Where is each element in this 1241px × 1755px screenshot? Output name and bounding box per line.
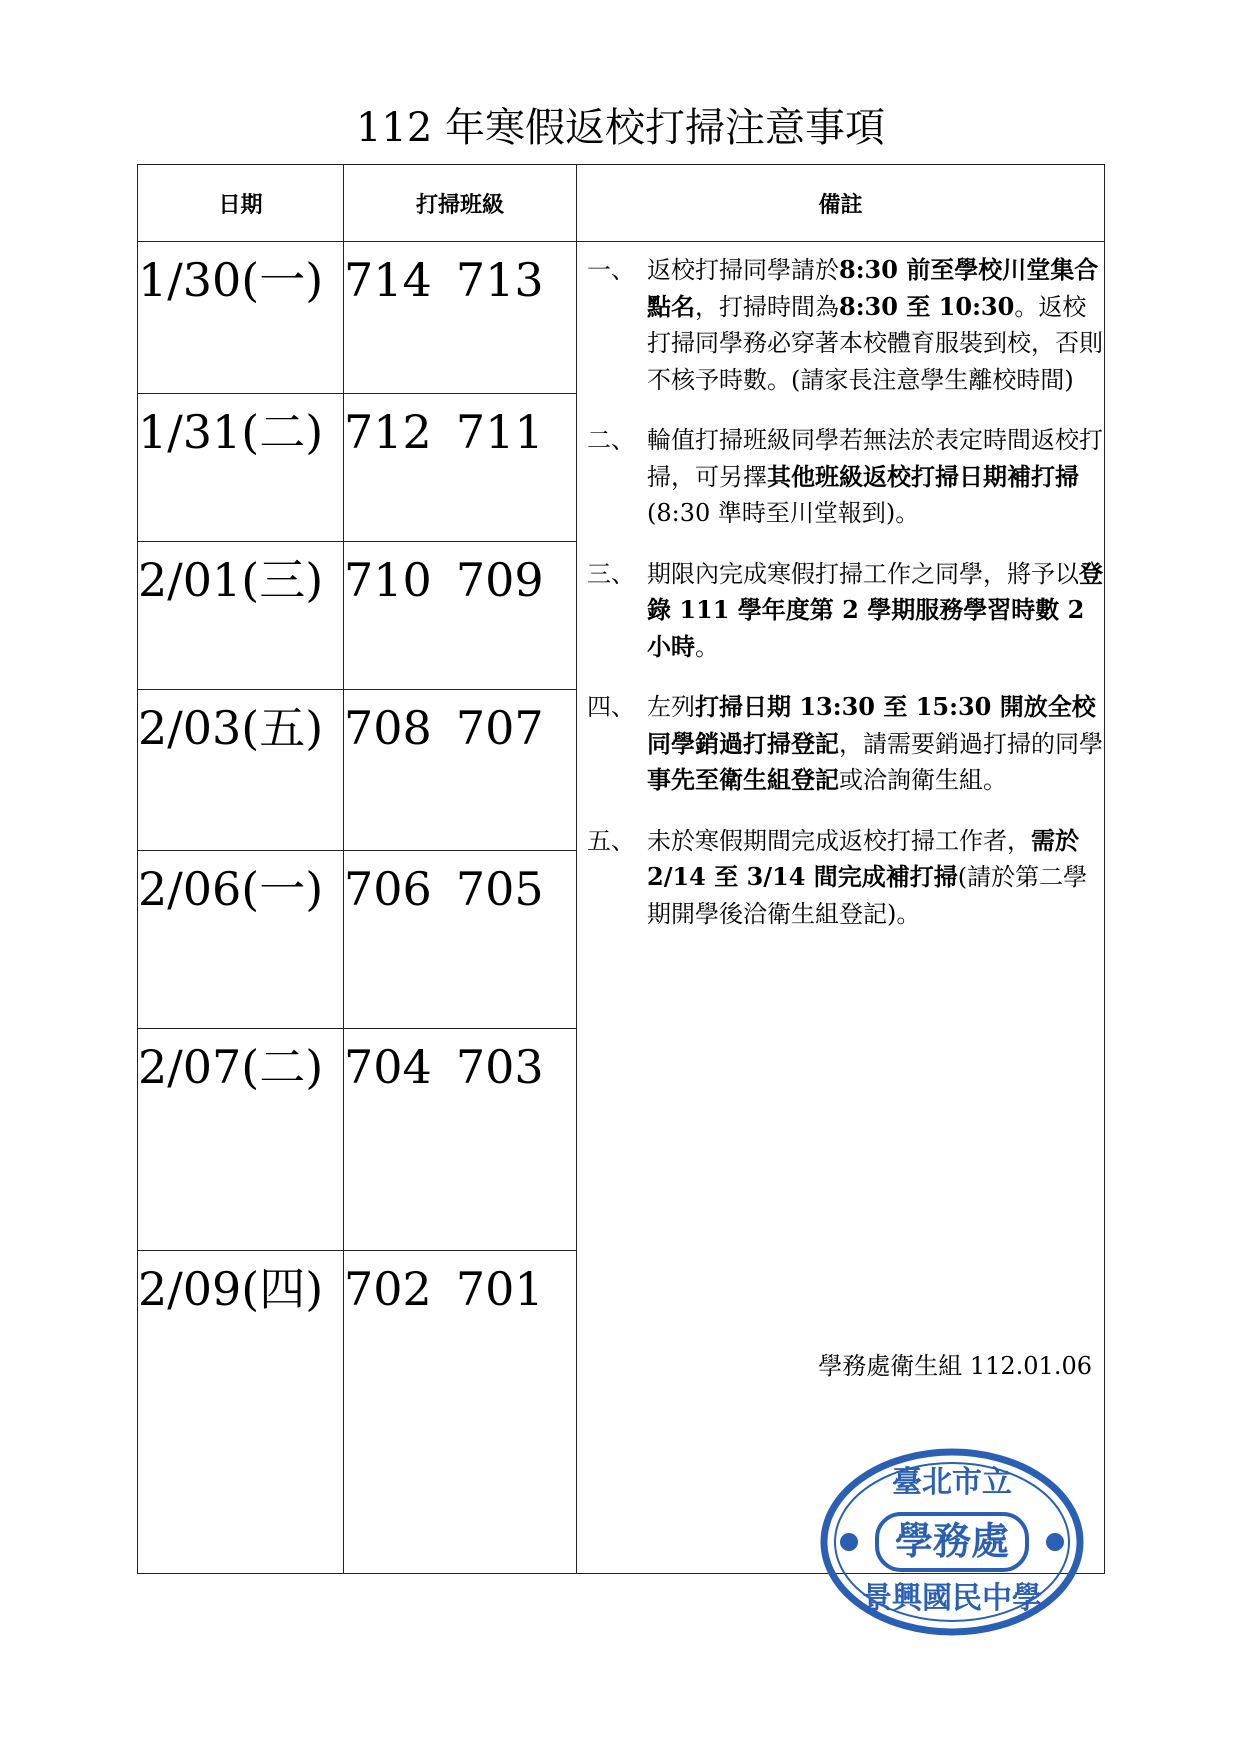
header-classes: 打掃班級 xyxy=(344,165,577,242)
seal-center-text: 學務處 xyxy=(894,1518,1010,1563)
remark-text: (請於第二學期開學後洽衛生組登記)。 xyxy=(647,863,1088,928)
remark-text: ，打掃時間為 xyxy=(695,292,839,321)
cleaning-date: 2/07(二) xyxy=(138,1029,344,1251)
remark-text: 返校打掃同學請於 xyxy=(647,256,839,284)
header-date: 日期 xyxy=(138,165,344,242)
remark-text: 。 xyxy=(695,632,719,661)
remark-number: 二、 xyxy=(587,426,635,454)
schedule-table-wrapper xyxy=(137,164,1104,1616)
table-header-row xyxy=(138,165,1105,242)
class-number: 704 xyxy=(344,1040,432,1094)
remark-text: 。返校打掃同學務必穿著本校體育服裝到校，否則不核予時數。(請家長注意學生離校時間) xyxy=(647,292,1103,394)
remark-text-bold: 登錄 111 學年度第 2 學期服務學習時數 2 小時 xyxy=(647,558,1103,661)
remarks-cell xyxy=(577,242,1105,1616)
remark-text-bold: 8:30 前至學校川堂集合點名 xyxy=(647,255,1099,321)
class-number: 712 xyxy=(344,405,432,459)
remark-item xyxy=(587,556,1107,666)
class-number: 703 xyxy=(455,1040,544,1094)
remark-text: 輪值打掃班級同學若無法於表定時間返校打掃，可另擇 xyxy=(647,426,1103,491)
remark-item xyxy=(587,252,1107,398)
class-number: 709 xyxy=(455,553,544,607)
cleaning-date: 2/06(一) xyxy=(138,851,344,1029)
table-row xyxy=(138,242,1105,394)
class-number: 710 xyxy=(344,553,432,607)
remark-text-bold: 打掃日期 13:30 至 15:30 開放全校同學銷過打掃登記 xyxy=(647,692,1096,758)
cleaning-date: 2/09(四) xyxy=(138,1251,344,1574)
schedule-table xyxy=(137,164,1105,1616)
cleaning-classes xyxy=(344,394,577,542)
remark-item xyxy=(587,823,1107,933)
cleaning-date: 2/01(三) xyxy=(138,542,344,690)
class-number: 702 xyxy=(344,1262,432,1316)
class-number: 714 xyxy=(344,253,432,307)
class-number: 707 xyxy=(455,701,544,755)
remark-text: ，請需要銷過打掃的同學 xyxy=(839,729,1103,758)
header-remarks: 備註 xyxy=(577,165,1105,242)
official-seal xyxy=(817,1442,1087,1642)
seal-bottom-text: 景興國民中學 xyxy=(862,1581,1042,1616)
remark-text-bold: 其他班級返校打掃日期補打掃 xyxy=(767,461,1079,491)
remark-text-bold: 事先至衛生組登記 xyxy=(647,765,839,794)
remark-text: (8:30 準時至川堂報到)。 xyxy=(647,499,920,527)
cleaning-date: 2/03(五) xyxy=(138,690,344,851)
seal-top-text: 臺北市立 xyxy=(892,1465,1012,1500)
remark-item xyxy=(587,422,1107,532)
cleaning-date: 1/30(一) xyxy=(138,242,344,394)
class-number: 713 xyxy=(455,253,544,307)
remark-text: 左列 xyxy=(647,693,695,721)
class-number: 708 xyxy=(344,701,432,755)
remark-text-bold: 8:30 至 10:30 xyxy=(839,291,1015,321)
remark-item xyxy=(587,689,1107,799)
remarks-list xyxy=(587,252,1107,956)
cleaning-date: 1/31(二) xyxy=(138,394,344,542)
remark-number: 四、 xyxy=(587,693,635,721)
remark-number: 一、 xyxy=(587,256,635,284)
plum-blossom-icon xyxy=(1046,1533,1064,1551)
cleaning-classes xyxy=(344,542,577,690)
class-number: 711 xyxy=(455,405,544,459)
class-number: 705 xyxy=(455,862,544,916)
class-number: 706 xyxy=(344,862,432,916)
page-title: 112 年寒假返校打掃注意事項 xyxy=(355,105,886,151)
cleaning-classes xyxy=(344,851,577,1029)
class-number: 701 xyxy=(455,1262,544,1316)
remark-number: 三、 xyxy=(587,559,635,588)
cleaning-classes xyxy=(344,1251,577,1574)
plum-blossom-icon xyxy=(840,1533,858,1551)
remark-text: 期限內完成寒假打掃工作之同學，將予以 xyxy=(647,559,1079,588)
cleaning-classes xyxy=(344,690,577,851)
remark-text-bold: 需於 2/14 至 3/14 間完成補打掃 xyxy=(647,825,1079,891)
cleaning-classes xyxy=(344,242,577,394)
signature: 學務處衛生組 112.01.06 xyxy=(818,1352,1092,1380)
remark-text: 或洽詢衛生組。 xyxy=(839,766,1007,794)
cleaning-classes xyxy=(344,1029,577,1251)
remark-number: 五、 xyxy=(587,826,635,855)
remark-text: 未於寒假期間完成返校打掃工作者， xyxy=(647,826,1031,855)
